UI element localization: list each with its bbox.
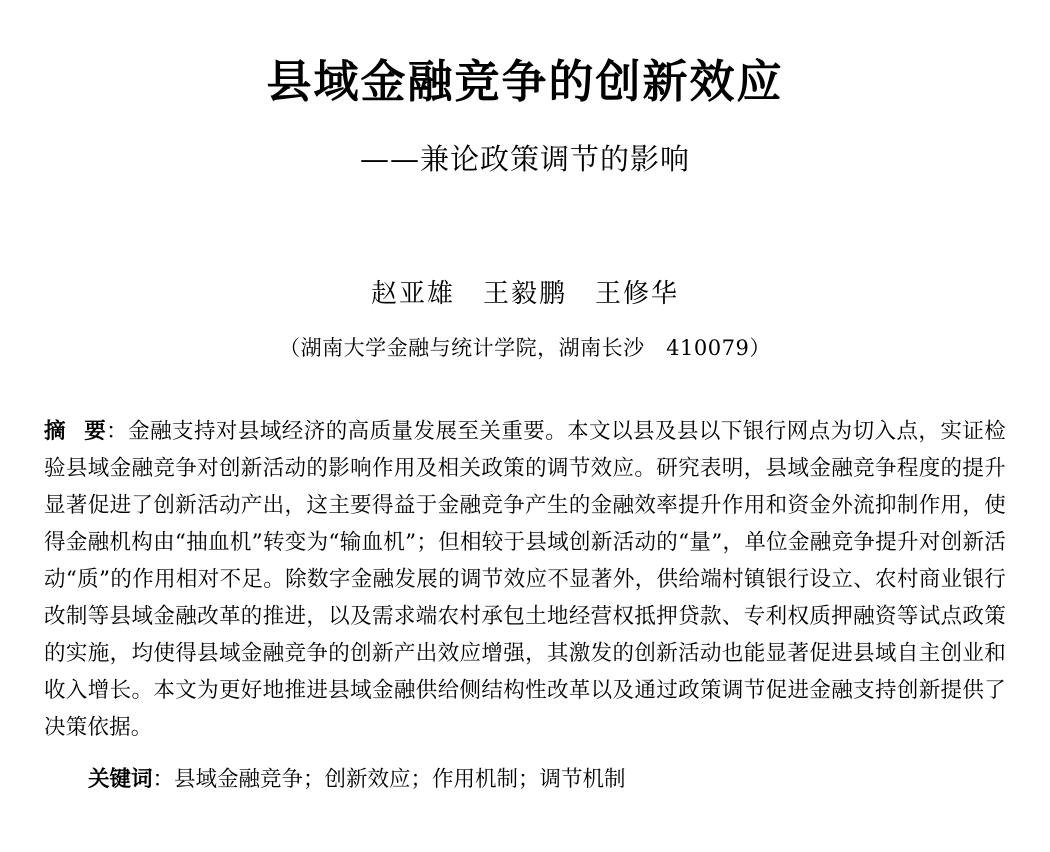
keywords-section — [30, 763, 1020, 797]
paper-page — [0, 55, 1050, 852]
keywords-text: ：县域金融竞争；创新效应；作用机制；调节机制 — [152, 766, 626, 792]
author-name: 王修华 — [595, 279, 680, 309]
abstract-section — [30, 414, 1020, 747]
abstract-text: ：金融支持对县域经济的高质量发展至关重要。本文以县及县以下银行网点为切入点，实证检验县域金融竞争对创新活动的影响作用及相关政策的调节效应。研究表明，县域金融竞争程度的提升显著促进了创新活动产出，这主要得益于金融竞争产生的金融效率提升作用和资金外流抑制作用，使得金融机构由“抽血机”转变为“输血机”；但相较于县域创新活动的“量”，单位金融竞争提升对创新活动“质”的作用相对不足。除数字金融发展的调节效应不显著外，供给端村镇银行设立、农村商业银行改制等县域金融改革的推进，以及需求端农村承包土地经营权抵押贷款、专利权质押融资等试点政策的实施，均使得县域金融竞争的创新产出效应增强，其激发的创新活动也能显著促进县域自主创业和收入增长。本文为更好地推进县域金融供给侧结构性改革以及通过政策调节促进金融支持创新提供了决策依据。 — [44, 419, 1006, 740]
author-affiliation: （湖南大学金融与统计学院，湖南长沙 410079） — [279, 336, 771, 360]
author-name: 赵亚雄 — [370, 279, 455, 309]
page-subtitle: ——兼论政策调节的影响 — [359, 142, 690, 176]
page-title: 县域金融竞争的创新效应 — [266, 55, 784, 108]
keywords-label: 关键词 — [88, 766, 153, 792]
author-list — [30, 273, 1020, 310]
abstract-label: 摘 要 — [44, 419, 107, 444]
author-name: 王毅鹏 — [482, 279, 567, 309]
